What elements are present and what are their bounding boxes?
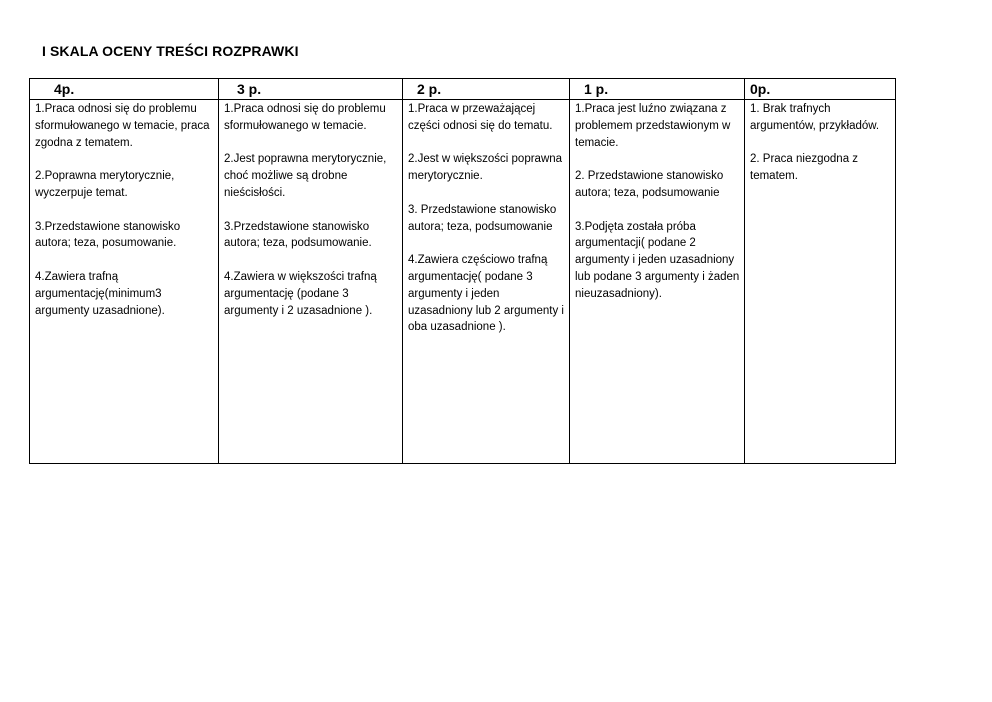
criterion: 3.Przedstawione stanowisko autora; teza, podsumowanie.: [224, 220, 372, 250]
criterion: 1.Praca odnosi się do problemu sformułowanego w temacie.: [224, 103, 386, 132]
criterion: 4.Zawiera częściowo trafną argumentację( podane 3 argumenty i jeden uzasadniony lub 2 argumenty i oba uzasadnione ).: [408, 254, 564, 334]
criterion: 3.Podjęta została próba argumentacji( podane 2 argumenty i jeden uzasadniony lub podane 3 argumenty i żaden nieuzasadniony).: [575, 220, 740, 300]
criteria-row: [30, 100, 896, 464]
column-header-1p: 1 p.: [570, 79, 745, 100]
criteria-cell-1p: [570, 100, 745, 464]
criterion: 1.Praca odnosi się do problemu sformułowanego w temacie, praca zgodna z tematem.: [35, 103, 210, 149]
criterion: 3. Przedstawione stanowisko autora; teza, podsumowanie: [408, 203, 557, 233]
criterion: 3.Przedstawione stanowisko autora; teza, posumowanie.: [35, 220, 181, 250]
column-header-2p: 2 p.: [403, 79, 570, 100]
criterion: 1. Brak trafnych argumentów, przykładów.: [750, 103, 880, 132]
criterion: 4.Zawiera w większości trafną argumentację (podane 3 argumenty i 2 uzasadnione ).: [224, 270, 377, 317]
criteria-cell-3p: [219, 100, 403, 464]
criterion: 4.Zawiera trafną argumentację(minimum3 argumenty uzasadnione).: [35, 270, 165, 317]
criteria-cell-0p: [745, 100, 896, 464]
criterion: 2.Jest w większości poprawna merytorycznie.: [408, 153, 563, 183]
criterion: 1.Praca jest luźno związana z problemem przedstawionym w temacie.: [575, 103, 731, 149]
header-row: [30, 79, 896, 100]
criterion: 2. Przedstawione stanowisko autora; teza, podsumowanie: [575, 170, 724, 199]
column-header-0p: 0p.: [745, 79, 896, 100]
column-header-3p: 3 p.: [219, 79, 403, 100]
column-header-4p: 4p.: [30, 79, 219, 100]
criteria-cell-4p: [30, 100, 219, 464]
criterion: 2.Poprawna merytorycznie, wyczerpuje temat.: [35, 170, 175, 199]
document-title: I SKALA OCENY TREŚCI ROZPRAWKI: [42, 43, 299, 59]
criterion: 2.Jest poprawna merytorycznie, choć możliwe są drobne nieścisłości.: [224, 153, 387, 199]
criterion: 1.Praca w przeważającej części odnosi się do tematu.: [408, 103, 553, 132]
rubric-table: [29, 78, 896, 464]
criterion: 2. Praca niezgodna z tematem.: [750, 153, 859, 183]
criteria-cell-2p: [403, 100, 570, 464]
